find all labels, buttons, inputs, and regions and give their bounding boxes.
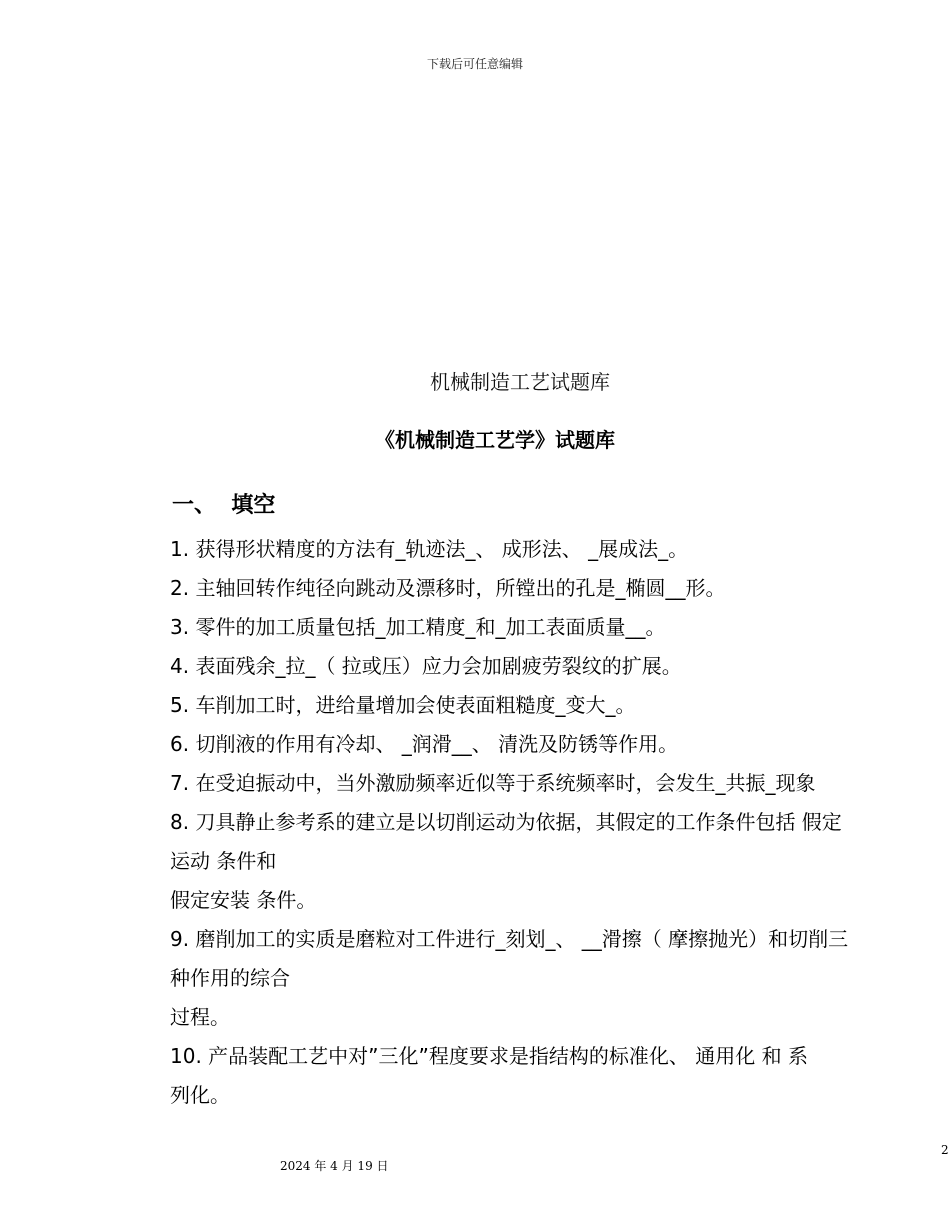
- question-line: 运动 条件和: [170, 849, 277, 873]
- question-line: 6. 切削液的作用有冷却、 _润滑__、 清洗及防锈等作用。: [170, 732, 679, 756]
- question-line: 假定安装 条件。: [170, 888, 317, 912]
- question-line: 10. 产品装配工艺中对”三化”程度要求是指结构的标准化、 通用化 和 系: [170, 1044, 808, 1068]
- question-line: 3. 零件的加工质量包括_加工精度_和_加工表面质量__。: [170, 615, 666, 639]
- question-line: 1. 获得形状精度的方法有_轨迹法_、 成形法、 _展成法_。: [170, 537, 689, 561]
- question-line: 2. 主轴回转作纯径向跳动及漂移时，所镗出的孔是_椭圆__形。: [170, 576, 726, 600]
- question-line: 7. 在受迫振动中，当外激励频率近似等于系统频率时，会发生_共振_现象: [170, 771, 816, 795]
- question-line: 4. 表面残余_拉_（ 拉或压）应力会加剧疲劳裂纹的扩展。: [170, 654, 682, 678]
- question-line: 5. 车削加工时，进给量增加会使表面粗糙度_变大_。: [170, 693, 636, 717]
- question-line: 过程。: [170, 1005, 230, 1029]
- header-note: 下载后可任意编辑: [426, 57, 523, 71]
- question-line: 9. 磨削加工的实质是磨粒对工件进行_刻划_、 __滑擦（ 摩擦抛光）和切削三: [170, 927, 849, 951]
- document-title: 机械制造工艺试题库: [430, 370, 610, 394]
- question-line: 8. 刀具静止参考系的建立是以切削运动为依据，其假定的工作条件包括 假定: [170, 810, 842, 834]
- question-line: 种作用的综合: [170, 966, 290, 990]
- question-line: 列化。: [170, 1083, 230, 1107]
- document-subtitle: 《机械制造工艺学》试题库: [375, 428, 615, 452]
- section-heading: 一、 填空: [172, 493, 276, 518]
- footer-date: 2024 年 4 月 19 日: [280, 1159, 389, 1173]
- page-number: 2: [941, 1143, 949, 1157]
- question-list: [170, 530, 940, 1115]
